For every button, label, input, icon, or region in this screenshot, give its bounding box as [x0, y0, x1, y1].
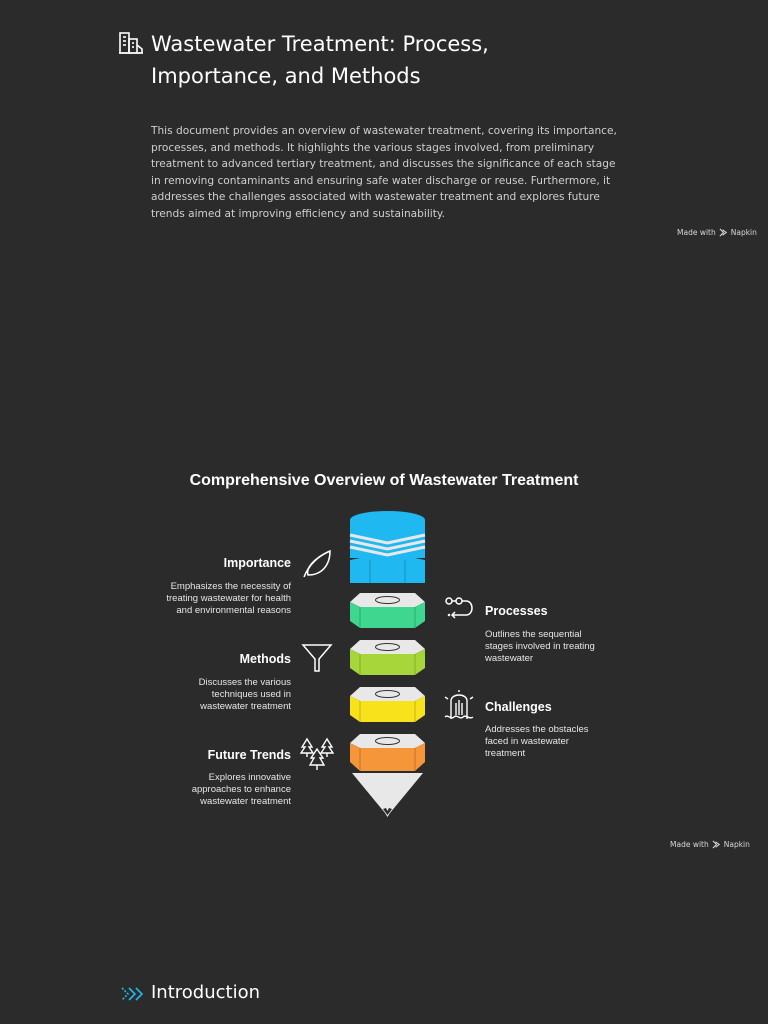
methods-desc-line: wastewater treatment	[200, 701, 291, 712]
building-icon	[118, 30, 144, 56]
future-trends-desc-line: approaches to enhance	[191, 784, 291, 795]
treatment-stack-diagram	[330, 505, 440, 825]
intro-paragraph: This document provides an overview of wastewater treatment, covering its importance, processes, and methods. It highlights the various stages involved, from preliminary treatment to advanced tertiary treatment, and discusses the significance of each stage in removing contaminants and ensuring safe water discharge or reuse. Furthermore, it addresses the challenges associated with wastewater treatment and explores future trends aimed at improving efficiency and sustainability.	[151, 125, 617, 220]
future-trends-description	[140, 772, 291, 808]
challenges-description	[485, 724, 635, 760]
importance-desc-line: Emphasizes the necessity of	[170, 581, 291, 592]
challenges-desc-line: treatment	[485, 748, 526, 759]
made-with-napkin-badge[interactable]	[677, 228, 757, 237]
chevrons-right-icon	[120, 986, 144, 1002]
water-obstacle-icon	[442, 689, 476, 723]
filter-cone-tip	[352, 773, 423, 817]
stage-methods-shape	[350, 640, 425, 675]
processes-heading: Processes	[485, 604, 548, 618]
section-heading-introduction: Introduction	[151, 982, 261, 1003]
made-with-label: Made with	[670, 840, 709, 849]
importance-heading: Importance	[223, 556, 291, 570]
stage-challenges-shape	[350, 687, 425, 722]
napkin-brand-label: Napkin	[723, 840, 750, 849]
future-trends-desc-line: Explores innovative	[208, 772, 291, 783]
methods-desc-line: Discusses the various	[198, 677, 291, 688]
methods-desc-line: techniques used in	[211, 689, 291, 700]
filter-funnel-icon	[300, 641, 334, 675]
page-title	[151, 28, 571, 92]
process-flow-icon	[444, 593, 478, 627]
future-trends-desc-line: wastewater treatment	[200, 796, 291, 807]
challenges-desc-line: faced in wastewater	[485, 736, 569, 747]
importance-desc-line: treating wastewater for health	[166, 593, 291, 604]
processes-desc-line: wastewater	[485, 653, 534, 664]
napkin-logo-icon	[712, 840, 721, 849]
importance-description	[140, 581, 291, 617]
made-with-label: Made with	[677, 228, 716, 237]
stage-processes-shape	[350, 593, 425, 628]
processes-description	[485, 629, 635, 665]
methods-heading: Methods	[239, 652, 291, 666]
importance-desc-line: and environmental reasons	[176, 605, 291, 616]
napkin-brand-label: Napkin	[730, 228, 757, 237]
napkin-logo-icon	[719, 228, 728, 237]
trees-icon	[300, 737, 334, 771]
challenges-desc-line: Addresses the obstacles	[485, 724, 589, 735]
processes-desc-line: Outlines the sequential	[485, 629, 582, 640]
page-title-line-2: Importance, and Methods	[151, 64, 421, 88]
page-title-line-1: Wastewater Treatment: Process,	[151, 32, 489, 56]
future-trends-heading: Future Trends	[207, 748, 291, 762]
leaf-icon	[300, 547, 334, 581]
challenges-heading: Challenges	[485, 700, 552, 714]
stage-future-trends-shape	[350, 734, 425, 771]
diagram-title: Comprehensive Overview of Wastewater Treatment	[189, 472, 579, 489]
methods-description	[140, 677, 291, 713]
made-with-napkin-badge-diagram[interactable]	[670, 840, 750, 849]
processes-desc-line: stages involved in treating	[485, 641, 595, 652]
stage-importance-shape	[350, 511, 425, 583]
